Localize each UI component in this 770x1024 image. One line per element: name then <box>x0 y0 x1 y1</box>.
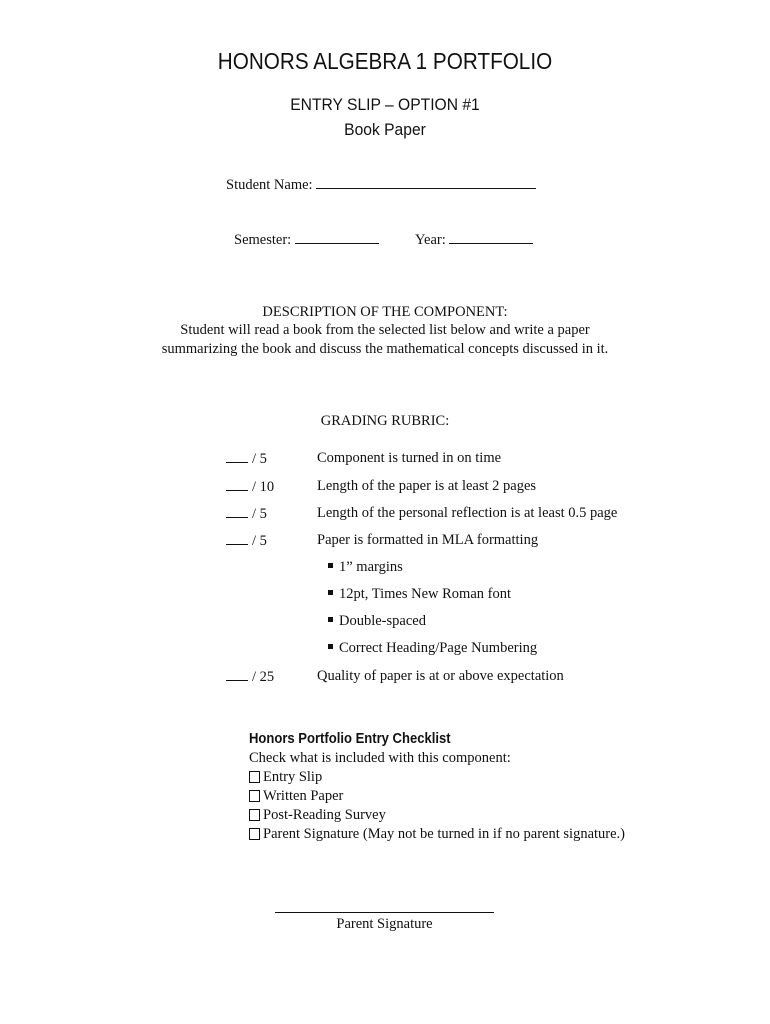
checklist-item[interactable]: Written Paper <box>249 788 343 805</box>
mla-bullet: Correct Heading/Page Numbering <box>328 640 537 657</box>
checklist-item[interactable]: Entry Slip <box>249 769 322 786</box>
rubric-criterion: Length of the personal reflection is at least 0.5 page <box>317 505 618 521</box>
score-blank[interactable] <box>226 450 248 463</box>
year-label: Year: <box>415 232 446 248</box>
rubric-score: / 5 <box>226 450 267 468</box>
student-name-field[interactable] <box>316 176 536 189</box>
entry-slip-subtitle: ENTRY SLIP – OPTION #1 <box>290 95 480 114</box>
rubric-score: / 5 <box>226 532 267 550</box>
checklist-item[interactable]: Parent Signature (May not be turned in if no parent signature.) <box>249 826 625 843</box>
student-name-label: Student Name: <box>226 177 313 193</box>
rubric-score: / 5 <box>226 505 267 523</box>
rubric-criterion: Component is turned in on time <box>317 450 502 466</box>
bullet-square-icon <box>328 563 333 568</box>
rubric-criterion: Length of the paper is at least 2 pages <box>317 478 537 494</box>
checklist-instruction: Check what is included with this component: <box>249 750 511 766</box>
bullet-square-icon <box>328 617 333 622</box>
score-blank[interactable] <box>226 532 248 545</box>
rubric-criterion: Paper is formatted in MLA formatting <box>317 532 539 548</box>
rubric-score: / 25 <box>226 668 274 686</box>
mla-bullet: 12pt, Times New Roman font <box>328 586 511 603</box>
checkbox-icon[interactable] <box>249 790 260 802</box>
mla-bullet: 1” margins <box>328 559 403 576</box>
description-line-1: Student will read a book from the selected list below and write a paper <box>180 322 590 338</box>
student-name-row <box>226 176 536 194</box>
checkbox-icon[interactable] <box>249 809 260 821</box>
parent-signature-line[interactable] <box>275 912 494 913</box>
description-heading: DESCRIPTION OF THE COMPONENT: <box>262 304 508 320</box>
score-blank[interactable] <box>226 668 248 681</box>
year-field[interactable] <box>449 231 533 244</box>
rubric-heading: GRADING RUBRIC: <box>320 413 450 429</box>
score-blank[interactable] <box>226 478 248 491</box>
bullet-square-icon <box>328 590 333 595</box>
checklist-item[interactable]: Post-Reading Survey <box>249 807 386 824</box>
semester-label: Semester: <box>234 232 292 248</box>
year-row <box>415 231 533 249</box>
semester-row <box>234 231 379 249</box>
component-subtitle: Book Paper <box>344 120 426 139</box>
mla-bullet: Double-spaced <box>328 613 426 630</box>
rubric-score: / 10 <box>226 478 274 496</box>
score-blank[interactable] <box>226 505 248 518</box>
checkbox-icon[interactable] <box>249 771 260 783</box>
bullet-square-icon <box>328 644 333 649</box>
parent-signature-label: Parent Signature <box>336 916 433 932</box>
description-line-2: summarizing the book and discuss the mathematical concepts discussed in it. <box>161 341 609 357</box>
rubric-criterion: Quality of paper is at or above expectation <box>317 668 564 684</box>
semester-field[interactable] <box>295 231 379 244</box>
checkbox-icon[interactable] <box>249 828 260 840</box>
checklist-heading: Honors Portfolio Entry Checklist <box>249 731 451 747</box>
page-title: HONORS ALGEBRA 1 PORTFOLIO <box>217 48 553 74</box>
